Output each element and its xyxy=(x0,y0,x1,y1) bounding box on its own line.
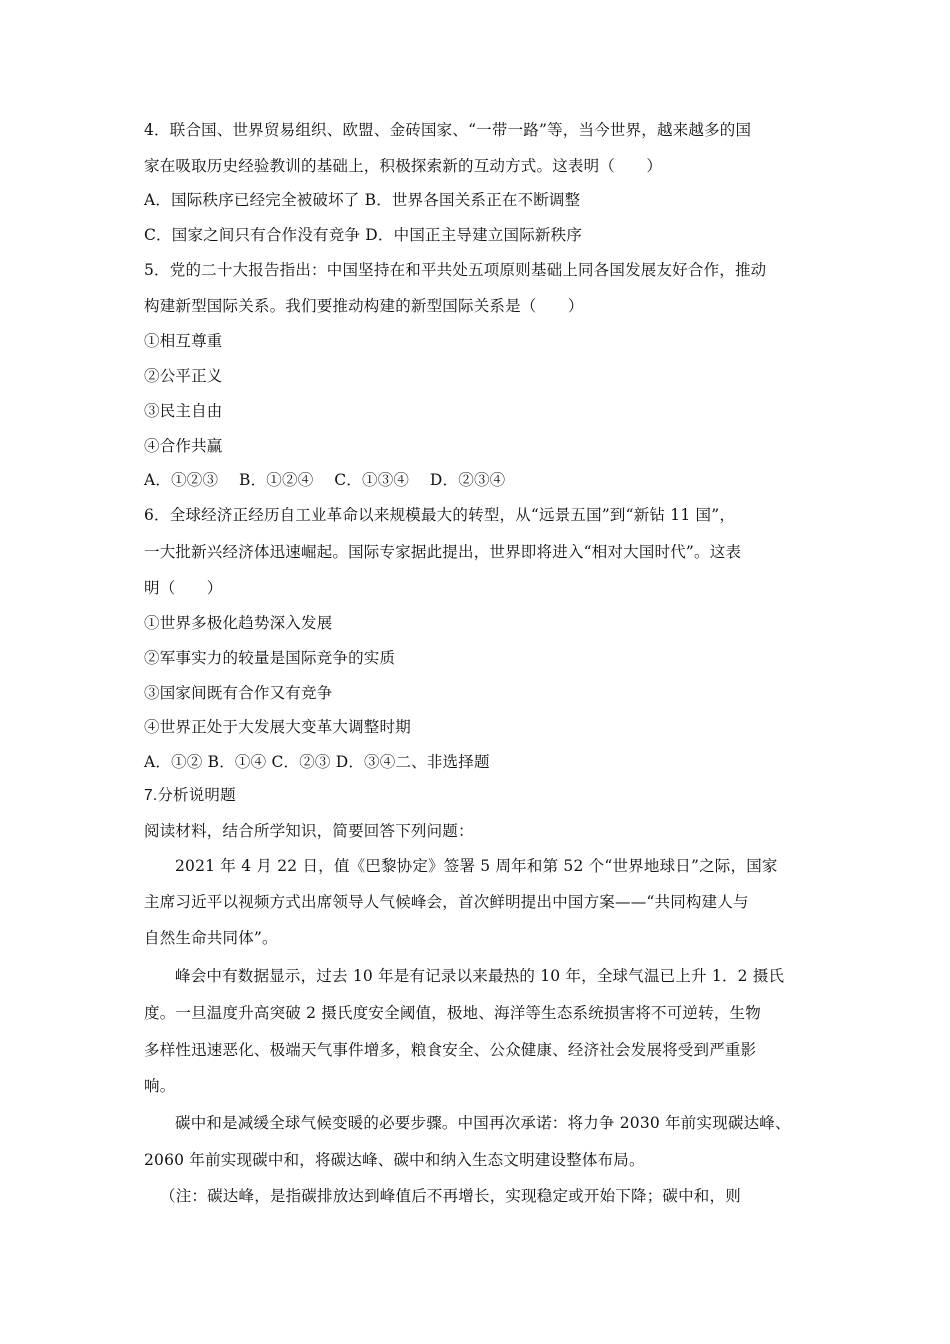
q6-stem-line-1: 6．全球经济正经历自工业革命以来规模最大的转型，从“远景五国”到“新钻 11 国”， xyxy=(144,506,736,524)
q7-para1-line-3: 自然生命共同体”。 xyxy=(144,929,278,947)
q7-title: 7.分析说明题 xyxy=(144,787,236,804)
q6-item-4: ④世界正处于大发展大变革大调整时期 xyxy=(144,718,411,736)
q7-para2-line-3: 多样性迅速恶化、极端天气事件增多，粮食安全、公众健康、经济社会发展将受到严重影 xyxy=(144,1041,757,1059)
q4-stem-line-2: 家在吸取历史经验教训的基础上，积极探索新的互动方式。这表明（ ） xyxy=(144,157,663,175)
q5-stem-line-1: 5．党的二十大报告指出：中国坚持在和平共处五项原则基础上同各国发展友好合作，推动 xyxy=(144,261,767,279)
q4-stem-line-1: 4．联合国、世界贸易组织、欧盟、金砖国家、“一带一路”等，当今世界，越来越多的国 xyxy=(144,121,752,139)
q7-para2-line-1: 峰会中有数据显示，过去 10 年是有记录以来最热的 10 年，全球气温已上升 1．2 摄氏 xyxy=(175,967,785,985)
q6-options: A．①② B．①④ C．②③ D．③④二、非选择题 xyxy=(144,753,490,771)
q5-item-4: ④合作共赢 xyxy=(144,437,223,455)
q6-item-1: ①世界多极化趋势深入发展 xyxy=(144,614,333,632)
q6-item-3: ③国家间既有合作又有竞争 xyxy=(144,684,333,702)
q6-stem-line-3: 明（ ） xyxy=(144,579,223,597)
q7-para1-line-2: 主席习近平以视频方式出席领导人气候峰会，首次鲜明提出中国方案——“共同构建人与 xyxy=(144,893,749,911)
q5-item-2: ②公平正义 xyxy=(144,367,223,385)
q6-stem-line-2: 一大批新兴经济体迅速崛起。国际专家据此提出，世界即将进入“相对大国时代”。这表 xyxy=(144,543,742,561)
q7-para3-line-1: 碳中和是减缓全球气候变暖的必要步骤。中国再次承诺：将力争 2030 年前实现碳达峰、 xyxy=(175,1114,791,1132)
q7-instruction: 阅读材料，结合所学知识，简要回答下列问题： xyxy=(144,822,474,840)
q4-options-line-2: C．国家之间只有合作没有竞争 D．中国正主导建立国际新秩序 xyxy=(144,226,583,244)
q7-para2-line-2: 度。一旦温度升高突破 2 摄氏度安全阈值，极地、海洋等生态系统损害将不可逆转，生物 xyxy=(144,1004,761,1022)
q5-item-1: ①相互尊重 xyxy=(144,332,223,350)
q5-item-3: ③民主自由 xyxy=(144,402,223,420)
q7-note: （注：碳达峰，是指碳排放达到峰值后不再增长，实现稳定或开始下降；碳中和，则 xyxy=(160,1187,741,1205)
q5-options: A．①②③ B．①②④ C．①③④ D．②③④ xyxy=(144,471,506,489)
q6-item-2: ②军事实力的较量是国际竞争的实质 xyxy=(144,649,396,667)
q7-para3-line-2: 2060 年前实现碳中和，将碳达峰、碳中和纳入生态文明建设整体布局。 xyxy=(144,1151,645,1169)
q4-options-line-1: A．国际秩序已经完全被破坏了 B．世界各国关系正在不断调整 xyxy=(144,191,581,209)
q7-para2-line-4: 响。 xyxy=(144,1077,176,1095)
q7-para1-line-1: 2021 年 4 月 22 日，值《巴黎协定》签署 5 周年和第 52 个“世界地球日”之际，国家 xyxy=(175,857,778,875)
q5-stem-line-2: 构建新型国际关系。我们要推动构建的新型国际关系是（ ） xyxy=(144,297,584,315)
